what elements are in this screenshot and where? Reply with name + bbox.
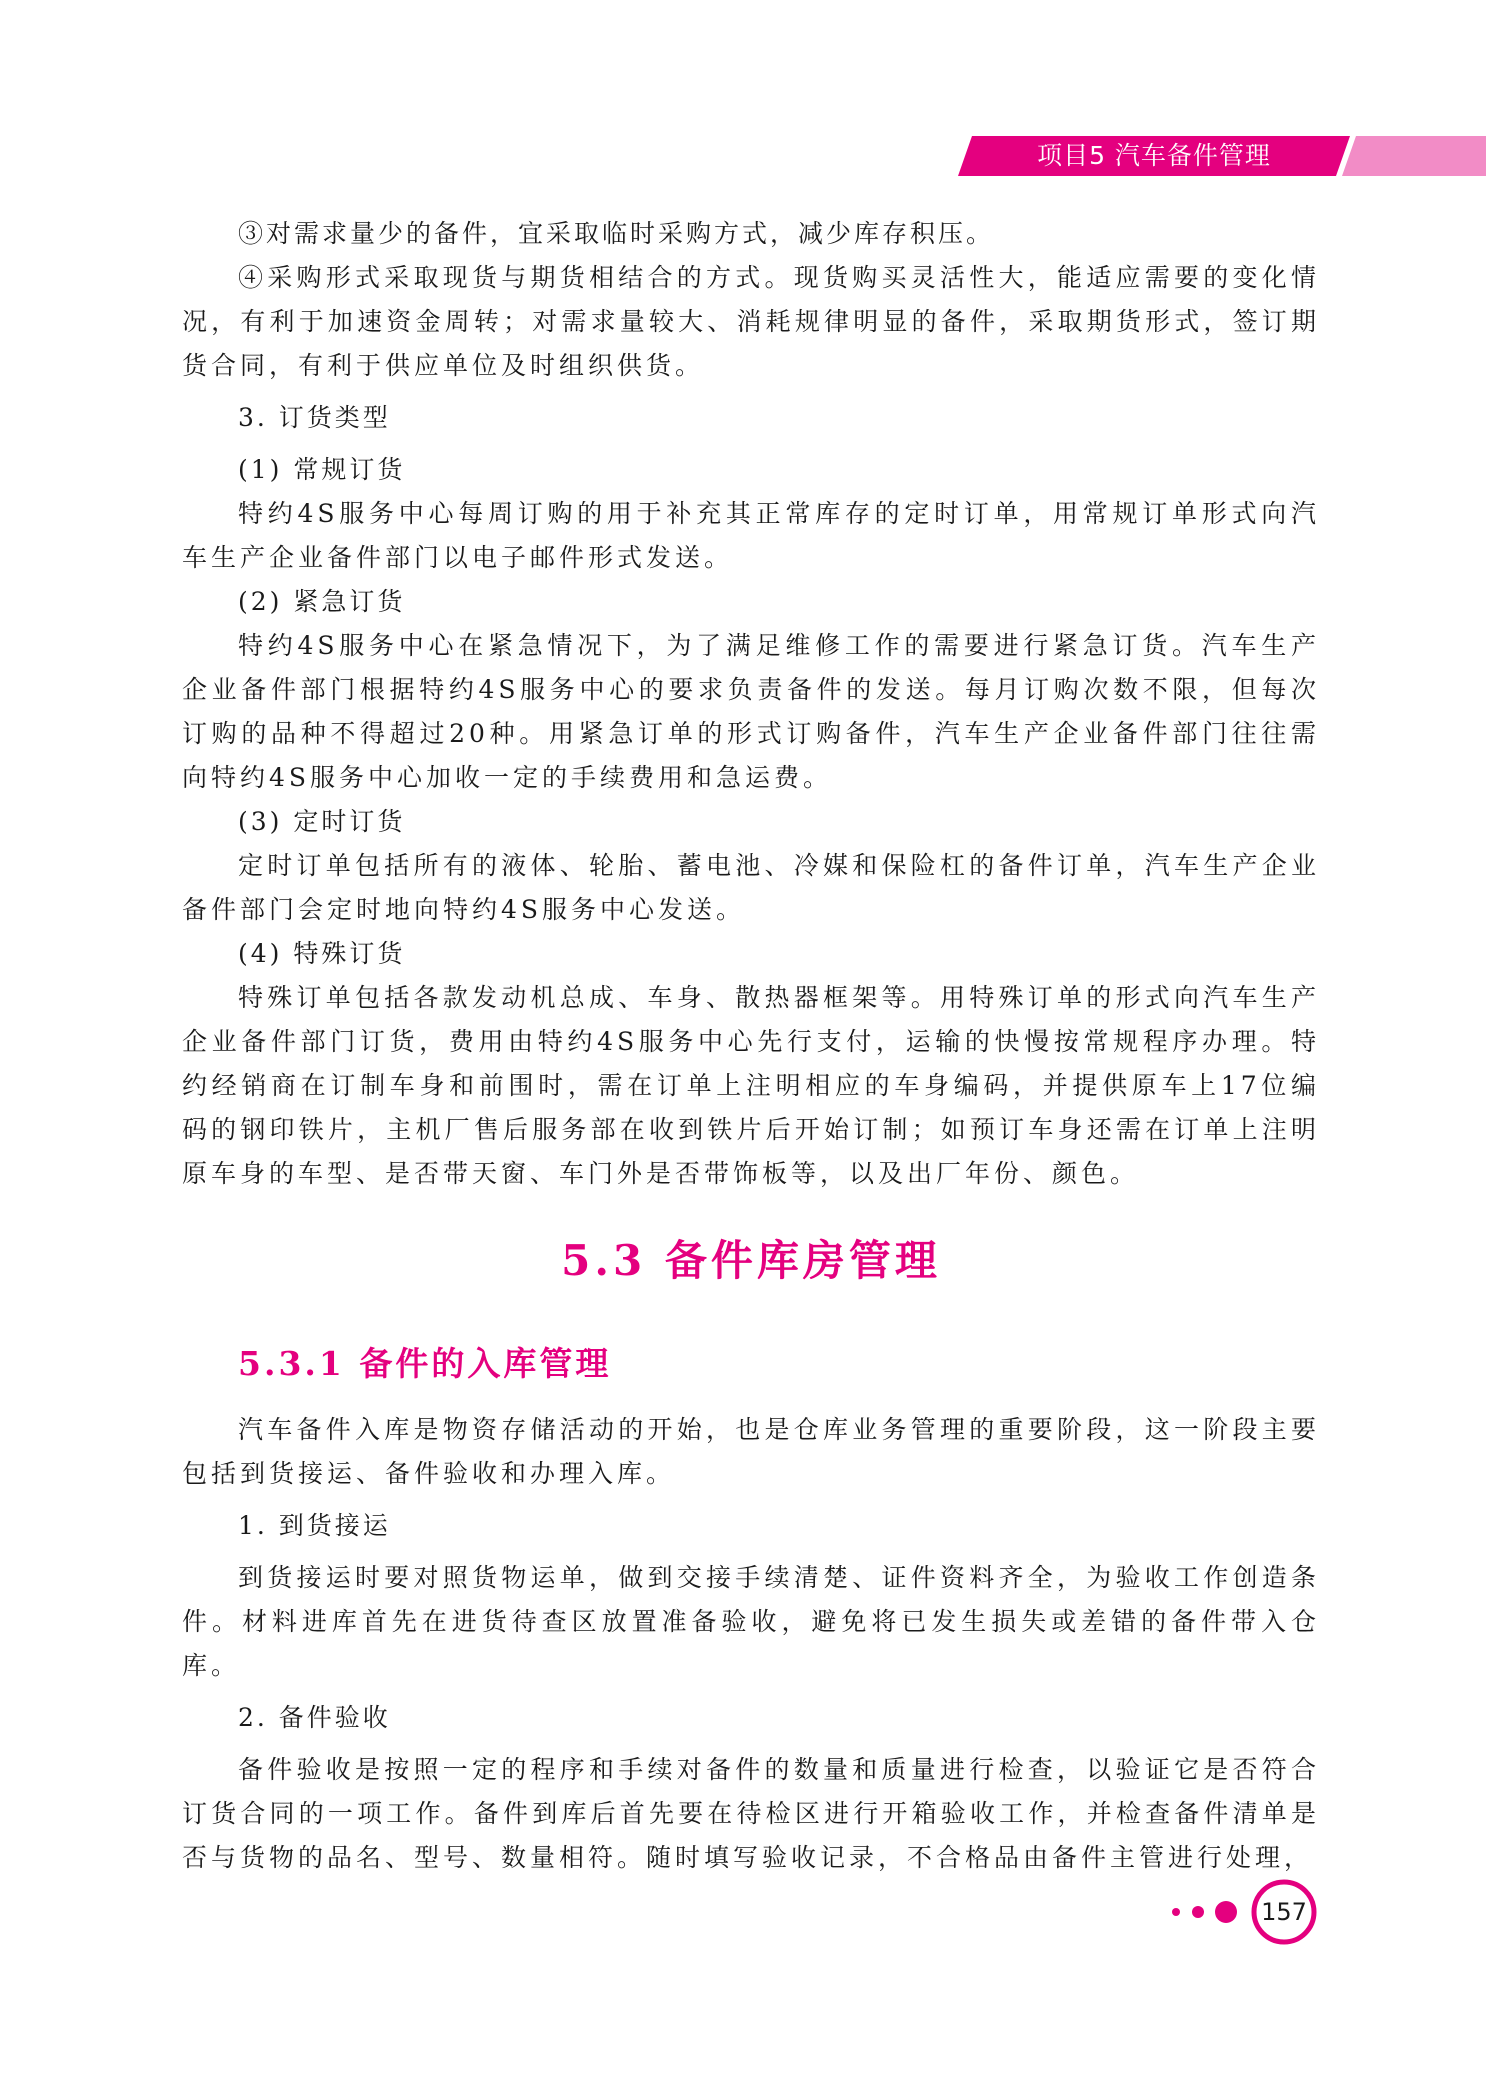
paragraph: ④采购形式采取现货与期货相结合的方式。现货购买灵活性大，能适应需要的变化情况，有利于加速资金周转；对需求量较大、消耗规律明显的备件，采取期货形式，签订期货合同，有利于供应单位及时组织供货。 (182, 263, 1320, 380)
main-text-top (182, 212, 1320, 1196)
section-title: 5.3 备件库房管理 (561, 1236, 941, 1285)
paragraph: 特殊订单包括各款发动机总成、车身、散热器框架等。用特殊订单的形式向汽车生产企业备件部门订货，费用由特约4S服务中心先行支付，运输的快慢按常规程序办理。特约经销商在订制车身和前围时，需在订单上注明相应的车身编码，并提供原车上17位编码的钢印铁片，主机厂售后服务部在收到铁片后开始订制；如预订车身还需在订单上注明原车身的车型、是否带天窗、车门外是否带饰板等，以及出厂年份、颜色。 (182, 983, 1320, 1188)
main-text-bottom (182, 1408, 1320, 1880)
subheading: 1. 到货接运 (238, 1511, 391, 1540)
subheading: (3) 定时订货 (238, 807, 406, 836)
page-number-badge (1168, 1874, 1318, 1950)
header-label: 项目5 汽车备件管理 (1037, 141, 1271, 170)
subsection-title: 5.3.1 备件的入库管理 (238, 1344, 612, 1383)
paragraph: 定时订单包括所有的液体、轮胎、蓄电池、冷媒和保险杠的备件订单，汽车生产企业备件部门会定时地向特约4S服务中心发送。 (182, 851, 1320, 924)
paragraph: 特约4S服务中心每周订购的用于补充其正常库存的定时订单，用常规订单形式向汽车生产企业备件部门以电子邮件形式发送。 (182, 499, 1320, 572)
paragraph: 特约4S服务中心在紧急情况下，为了满足维修工作的需要进行紧急订货。汽车生产企业备件部门根据特约4S服务中心的要求负责备件的发送。每月订购次数不限，但每次订购的品种不得超过20种。用紧急订单的形式订购备件，汽车生产企业备件部门往往需向特约4S服务中心加收一定的手续费用和急运费。 (182, 631, 1320, 792)
paragraph: 备件验收是按照一定的程序和手续对备件的数量和质量进行检查，以验证它是否符合订货合同的一项工作。备件到库后首先要在待检区进行开箱验收工作，并检查备件清单是否与货物的品名、型号、数量相符。随时填写验收记录，不合格品由备件主管进行处理， (182, 1755, 1320, 1872)
page-number: 157 (1261, 1898, 1307, 1926)
paragraph: ③对需求量少的备件，宜采取临时采购方式，减少库存积压。 (238, 219, 995, 248)
subheading: 2. 备件验收 (238, 1703, 391, 1732)
section-heading-wrap (182, 1228, 1320, 1288)
subheading: (4) 特殊订货 (238, 939, 406, 968)
subheading: 3. 订货类型 (238, 403, 391, 432)
paragraph: 到货接运时要对照货物运单，做到交接手续清楚、证件资料齐全，为验收工作创造条件。材料进库首先在进货待查区放置准备验收，避免将已发生损失或差错的备件带入仓库。 (182, 1563, 1320, 1680)
running-header (958, 136, 1486, 176)
subheading: (2) 紧急订货 (238, 587, 406, 616)
subsection-heading-wrap (182, 1338, 1320, 1388)
paragraph: 汽车备件入库是物资存储活动的开始，也是仓库业务管理的重要阶段，这一阶段主要包括到货接运、备件验收和办理入库。 (182, 1415, 1320, 1488)
subheading: (1) 常规订货 (238, 455, 406, 484)
